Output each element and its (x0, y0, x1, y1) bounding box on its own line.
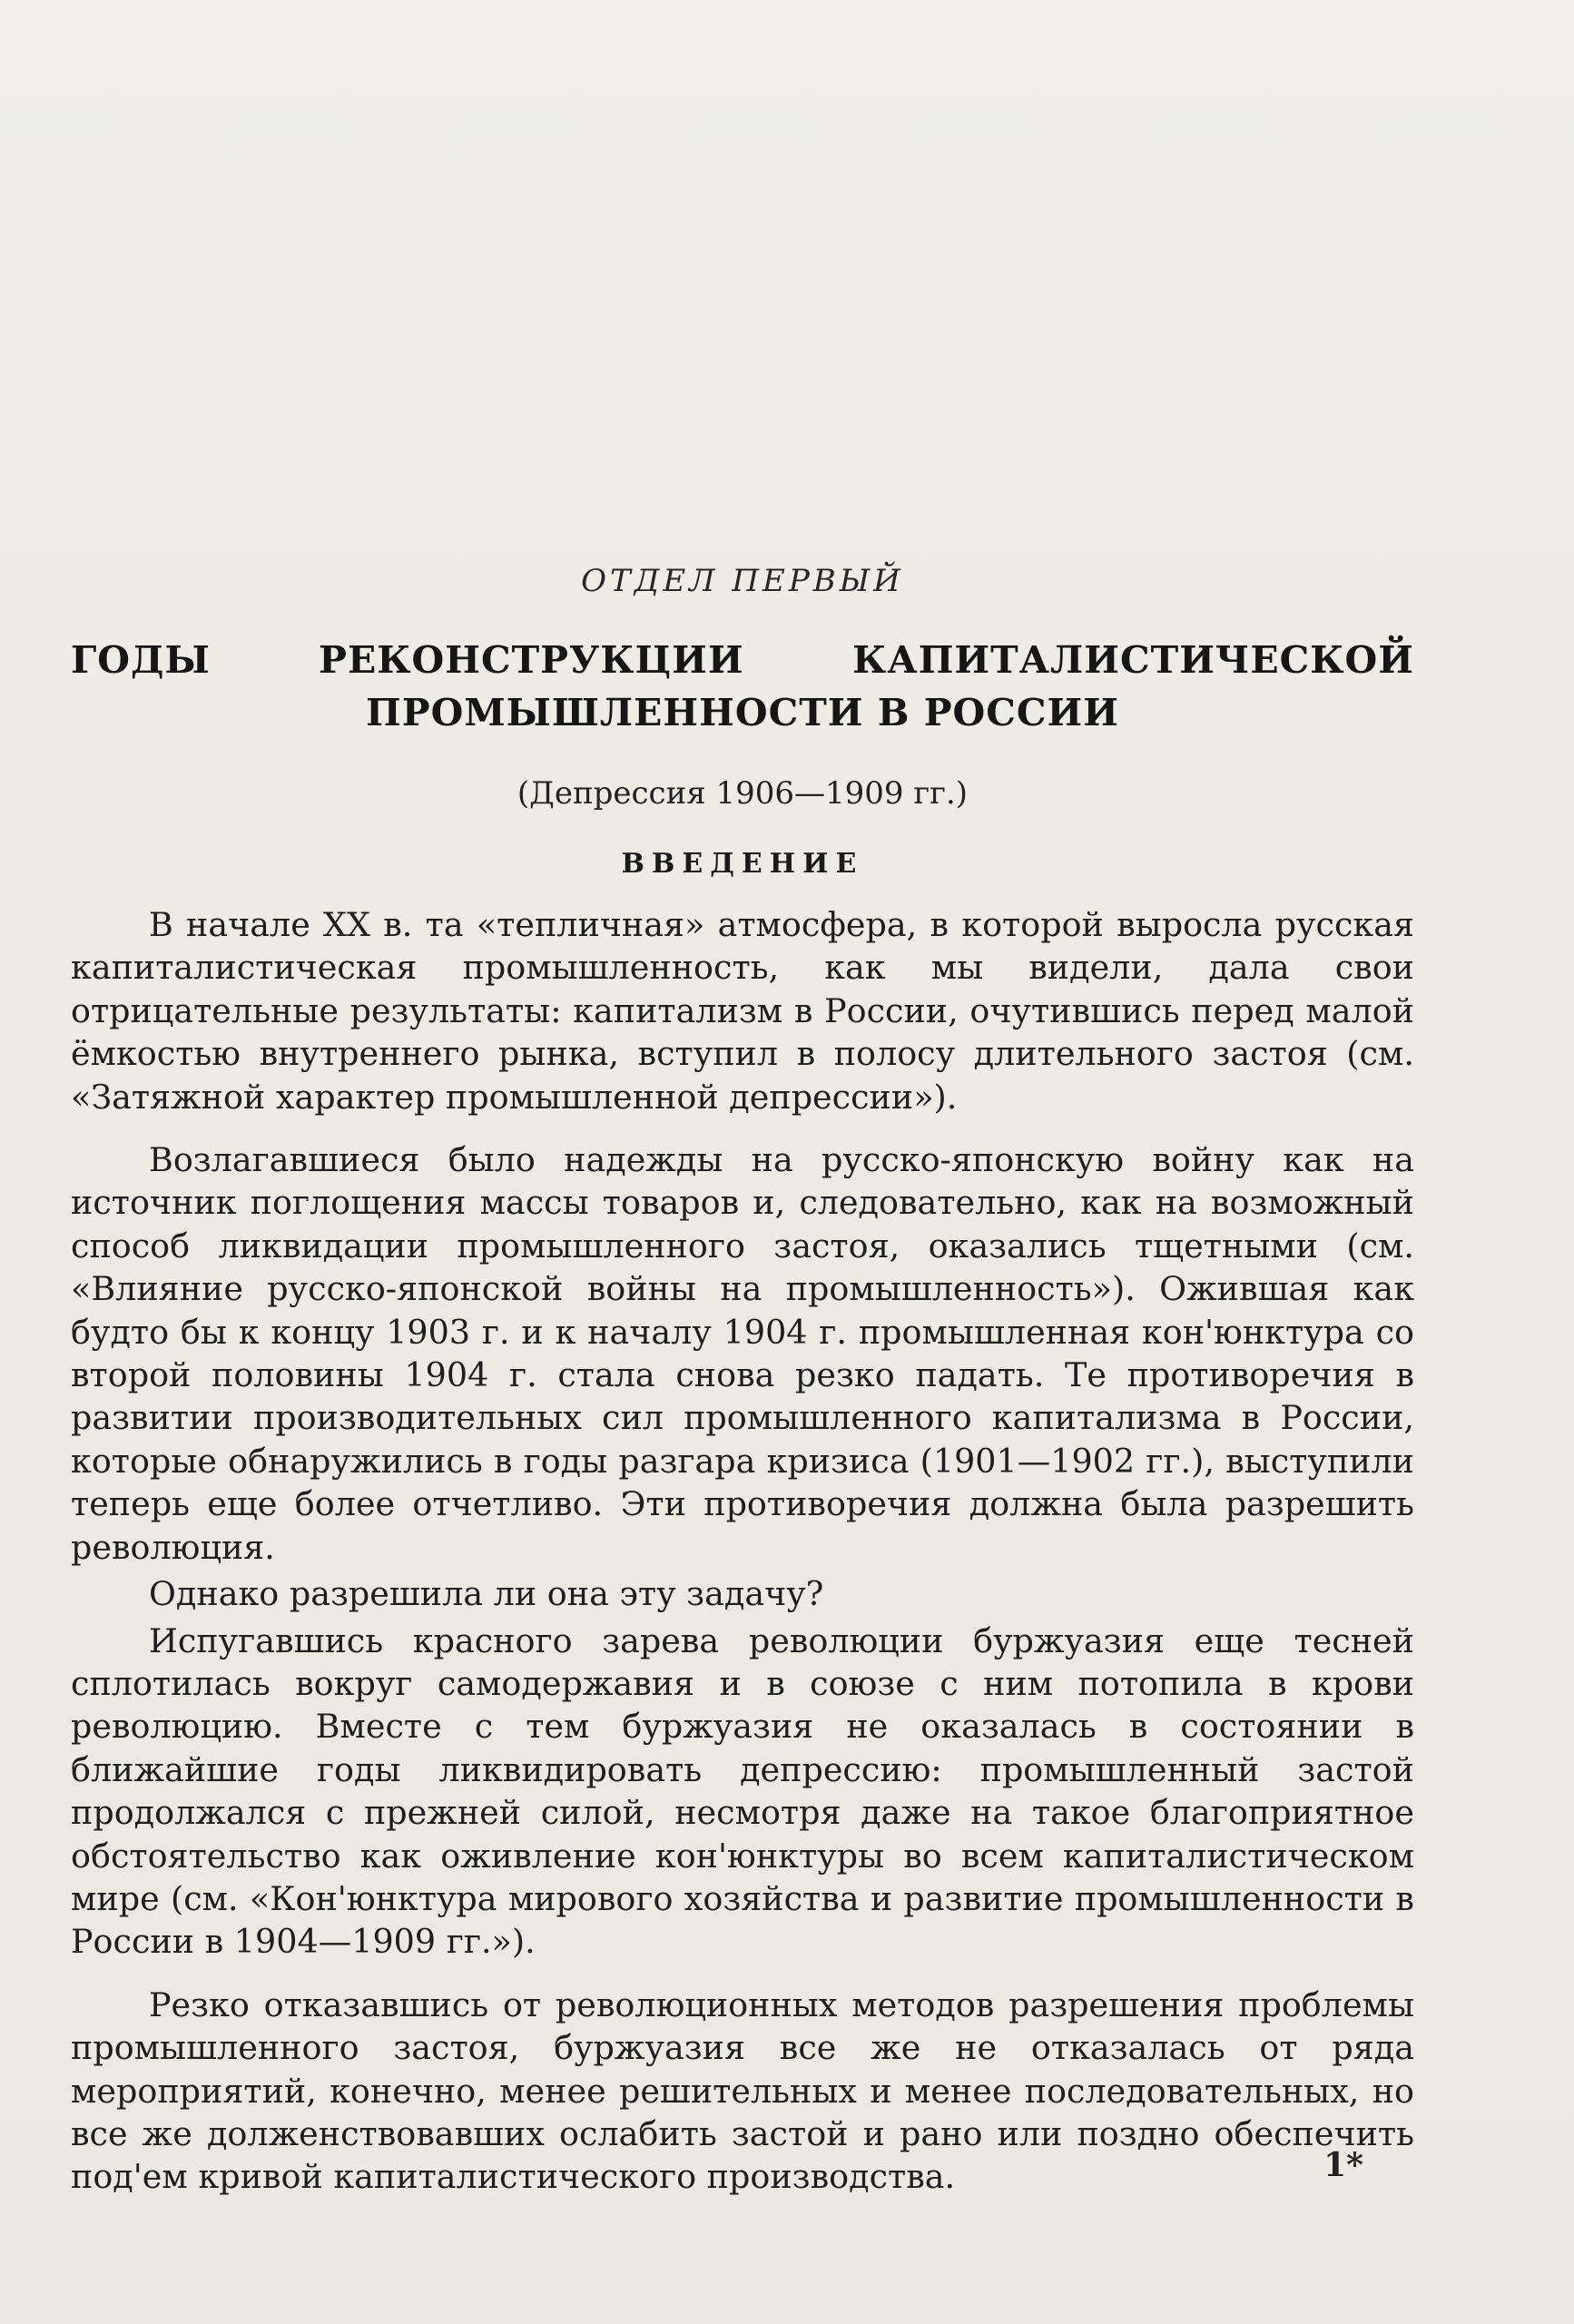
section-label: ОТДЕЛ ПЕРВЫЙ (581, 563, 904, 599)
paragraph-4: Испугавшись красного зарева революции буржуазия еще тесней сплотилась вокруг самодержавия и в союзе с ним потопила в крови революцию. Вместе с тем буржуазия не оказалась в состоянии в ближайшие годы ликвидировать депрессию: промышленный застой продолжался с прежней силой, несмотря даже на такое благоприятное обстоятельство как оживление кон'юнктуры во всем капиталистическом мире (см. «Кон'юнктура мирового хозяйства и развитие промышленности в России в 1904—1909 гг.»). (71, 1620, 1414, 1962)
paragraph-1: В начале XX в. та «тепличная» атмосфера, в которой выросла русская капиталистическая промышленность, как мы видели, дала свои отрицательные результаты: капитализм в России, очутившись перед малой ёмкостью внутреннего рынка, вступил в полосу длительного застоя (см. «Затяжной характер промышленной депрессии»). (71, 905, 1414, 1117)
subtitle: (Депрессия 1906—1909 гг.) (516, 775, 969, 812)
paragraph-5: Резко отказавшись от революционных методов разрешения проблемы промышленного застоя, буржуазия все же не отказалась от ряда мероприятий, конечно, менее решительных и менее последовательных, но все же долженствовавших ослабить застой и рано или поздно обеспечить под'ем кривой капиталистического производства. (71, 1984, 1414, 2197)
paragraph-3: Однако разрешила ли она эту задачу? (149, 1574, 824, 1614)
introduction-heading: ВВЕДЕНИЕ (621, 848, 864, 880)
printer-signature-mark: 1* (1323, 2146, 1363, 2184)
text-column (71, 563, 1414, 2202)
paragraph-2: Возлагавшиеся было надежды на русско-японскую войну как на источник поглощения массы товаров и, следовательно, как на возможный способ ликвидации промышленного застоя, оказались тщетными (см. «Влияние русско-японской войны на промышленность»). Ожившая как будто бы к концу 1903 г. и к началу 1904 г. промышленная кон'юнктура со второй половины 1904 г. стала снова резко падать. Те противоречия в развитии производительных сил промышленного капитализма в России, которые обнаружились в годы разгара кризиса (1901—1902 гг.), выступили теперь еще более отчетливо. Эти противоречия должна была разрешить революция. (71, 1140, 1414, 1567)
main-heading: ГОДЫ РЕКОНСТРУКЦИИ КАПИТАЛИСТИЧЕСКОЙ ПРОМЫШЛЕННОСТИ В РОССИИ (71, 638, 1414, 734)
